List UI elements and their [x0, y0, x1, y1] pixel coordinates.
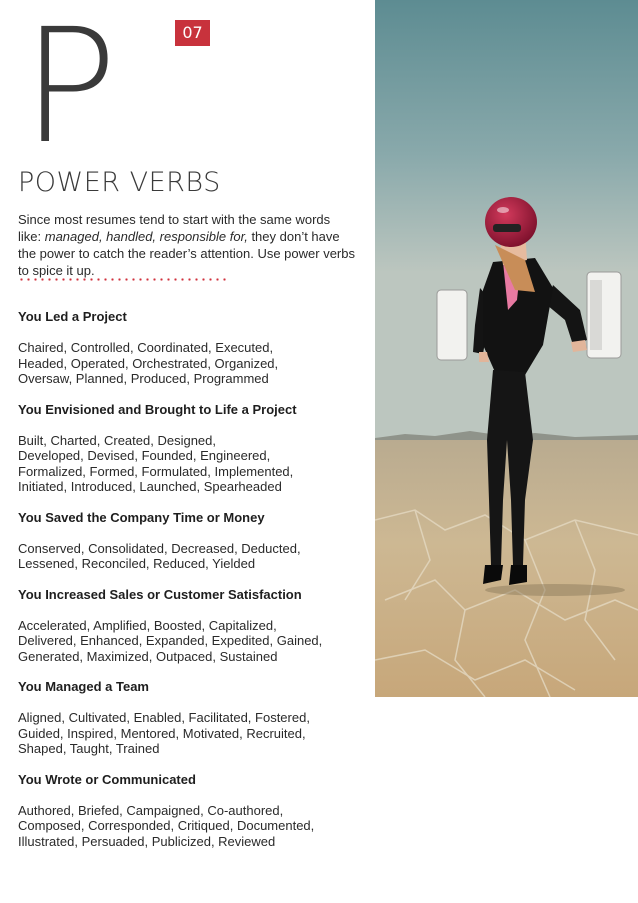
big-letter: P — [22, 0, 114, 179]
section-heading: You Managed a Team — [18, 679, 149, 694]
section-saved-time-money — [18, 510, 363, 572]
section-led-project — [18, 309, 363, 387]
section-heading: You Saved the Company Time or Money — [18, 509, 265, 525]
section-body: Aligned, Cultivated, Enabled, Facilitated, Fostered, Guided, Inspired, Mentored, Motivated, Recruited, Shaped, Taught, Trained — [18, 710, 310, 756]
section-envisioned-project — [18, 402, 363, 495]
salt-flat — [375, 440, 638, 697]
section-body: Accelerated, Amplified, Boosted, Capitalized, Delivered, Enhanced, Expanded, Expedited, Gained, Generated, Maximized, Outpaced, Sustained — [18, 617, 323, 664]
page-title: POWER VERBS — [18, 167, 221, 198]
shadow — [485, 584, 625, 596]
section-body: Built, Charted, Created, Designed, Developed, Devised, Founded, Engineered, Formalized, Formed, Formulated, Implemented, Initiated, Introduced, Launched, Spearheaded — [18, 432, 294, 494]
section-managed-team — [18, 679, 363, 757]
section-heading: You Envisioned and Brought to Life a Project — [18, 401, 297, 417]
section-heading: You Increased Sales or Customer Satisfaction — [18, 586, 302, 602]
intro-text-2: they don’t have the power to catch the reader’s attention. Use power verbs to spice it up. — [18, 229, 355, 278]
section-heading: You Led a Project — [18, 309, 127, 324]
section-heading: You Wrote or Communicated — [18, 771, 196, 787]
page-number-badge: 07 — [175, 20, 210, 46]
dotted-divider — [18, 278, 230, 281]
section-wrote-communicated — [18, 772, 363, 850]
section-body: Chaired, Controlled, Coordinated, Executed, Headed, Operated, Orchestrated, Organized, Oversaw, Planned, Produced, Programmed — [18, 340, 279, 386]
section-body: Conserved, Consolidated, Decreased, Deducted, Lessened, Reconciled, Reduced, Yielded — [18, 540, 301, 571]
intro-paragraph — [18, 211, 356, 279]
intro-text-1: Since most resumes tend to start with the same words like: — [18, 212, 331, 244]
sections — [18, 309, 363, 864]
woman-with-jetpack-photo — [375, 0, 638, 697]
intro-text-italic: managed, handled, responsible for, — [44, 229, 248, 244]
section-increased-sales — [18, 587, 363, 665]
section-body: Authored, Briefed, Campaigned, Co-authored, Composed, Corresponded, Critiqued, Documented, Illustrated, Persuaded, Publicized, Reviewed — [18, 802, 315, 849]
